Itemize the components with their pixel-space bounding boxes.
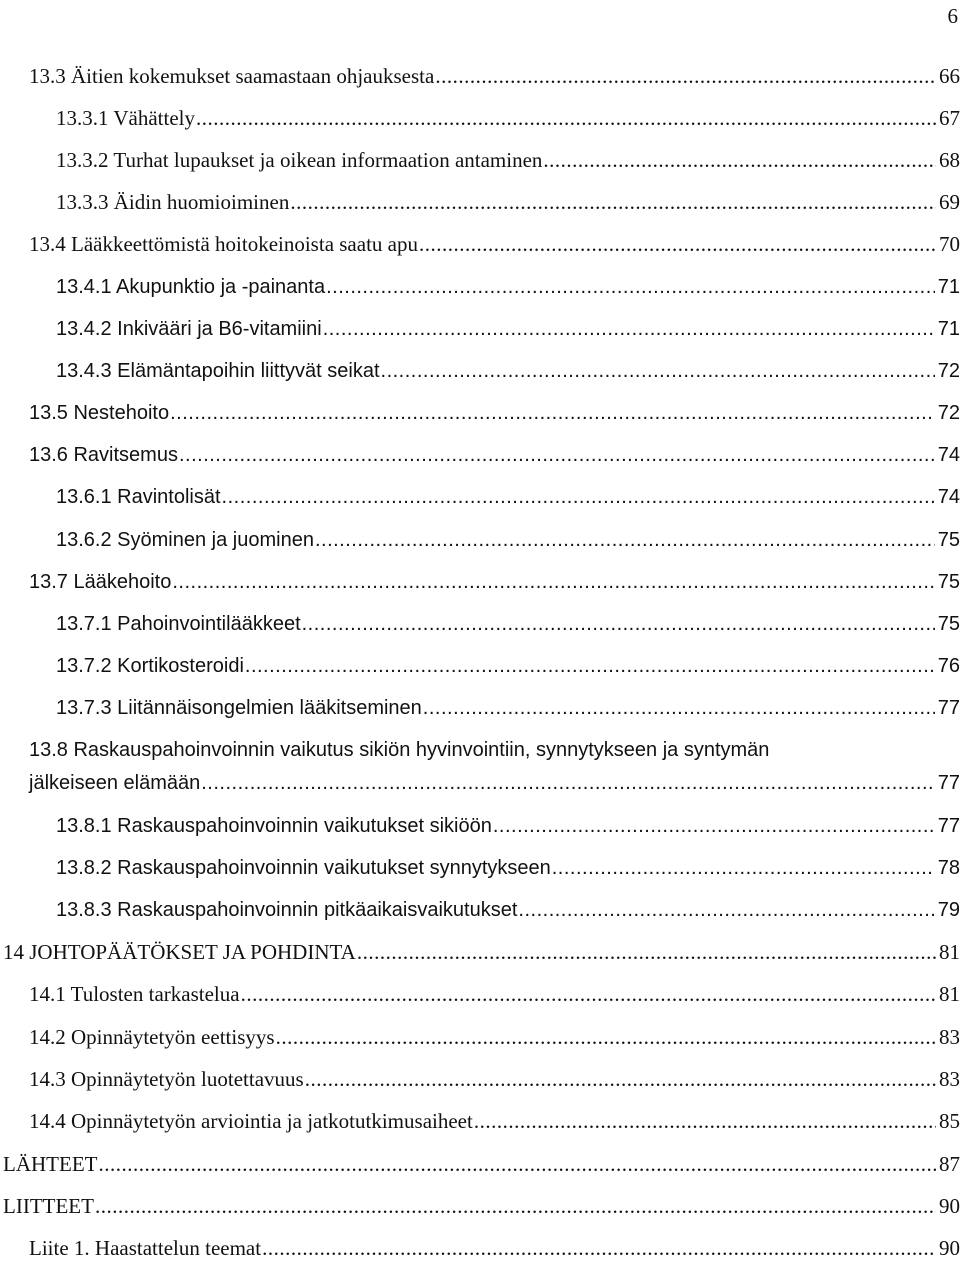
toc-entry-page: 87: [939, 1152, 960, 1176]
toc-entry-page: 72: [937, 360, 960, 382]
toc-entry-page: 75: [937, 529, 960, 551]
dot-leader: [474, 1109, 936, 1133]
toc-entry-page: 77: [937, 772, 960, 794]
toc-entry-page: 67: [939, 106, 960, 130]
toc-entry-page: 85: [939, 1109, 960, 1133]
toc-entry-page: 69: [939, 190, 960, 214]
dot-leader: [315, 528, 935, 552]
toc-entry[interactable]: [56, 814, 960, 838]
toc-entry-label: LIITTEET: [3, 1194, 94, 1218]
toc-entry-page: 78: [937, 857, 960, 879]
toc-entry-page: 72: [937, 402, 960, 424]
toc-entry-label: LÄHTEET: [3, 1152, 98, 1176]
toc-entry[interactable]: [3, 1194, 960, 1218]
toc-entry-label: 13.6 Ravitsemus: [29, 444, 178, 466]
toc-entry-label: 13.7.2 Kortikosteroidi: [56, 655, 244, 677]
toc-entry[interactable]: [56, 612, 960, 636]
toc-entry[interactable]: [56, 898, 960, 922]
toc-entry-page: 70: [939, 232, 960, 256]
toc-entry[interactable]: [56, 190, 960, 214]
toc-entry-label: 13.4 Lääkkeettömistä hoitokeinoista saatu apu: [29, 232, 418, 256]
toc-entry-label: 13.6.2 Syöminen ja juominen: [56, 529, 314, 551]
toc-entry[interactable]: [56, 856, 960, 880]
dot-leader: [357, 940, 936, 964]
dot-leader: [201, 771, 935, 795]
toc-entry-label: 13.3.3 Äidin huomioiminen: [56, 190, 290, 214]
toc-entry-page: 90: [939, 1194, 960, 1218]
toc-entry-page: 66: [939, 64, 960, 88]
toc-entry-heading-line[interactable]: 13.8 Raskauspahoinvoinnin vaikutus sikiön hyvinvointiin, synnytykseen ja syntymän: [29, 739, 770, 761]
toc-entry-label: 14.3 Opinnäytetyön luotettavuus: [29, 1067, 304, 1091]
toc-entry[interactable]: [56, 359, 960, 383]
toc-entry-label: 13.4.1 Akupunktio ja -painanta: [56, 276, 326, 298]
toc-entry-page: 74: [937, 444, 960, 466]
toc-entry-page: 68: [939, 148, 960, 172]
toc-entry[interactable]: [29, 1109, 960, 1133]
toc-entry[interactable]: [29, 1025, 960, 1049]
dot-leader: [196, 106, 936, 130]
toc-entry-page: 75: [937, 613, 960, 635]
toc-entry[interactable]: [56, 485, 960, 509]
toc-entry-label: 13.8.2 Raskauspahoinvoinnin vaikutukset synnytykseen: [56, 857, 551, 879]
toc-entry-label: 13.7.3 Liitännäisongelmien lääkitseminen: [56, 697, 422, 719]
dot-leader: [179, 443, 935, 467]
toc-entry-label: 14.4 Opinnäytetyön arviointia ja jatkotutkimusaiheet: [29, 1109, 473, 1133]
toc-entry-label: 13.5 Nestehoito: [29, 402, 170, 424]
toc-entry[interactable]: [29, 982, 960, 1006]
dot-leader: [172, 570, 934, 594]
toc-entry[interactable]: [56, 275, 960, 299]
dot-leader: [170, 401, 935, 425]
toc-entry[interactable]: [56, 317, 960, 341]
dot-leader: [493, 814, 935, 838]
page-number: 6: [947, 4, 958, 28]
toc-entry-page: 76: [937, 655, 960, 677]
dot-leader: [552, 856, 935, 880]
dot-leader: [419, 232, 936, 256]
toc-entry[interactable]: [29, 1067, 960, 1091]
toc-entry-page: 77: [937, 815, 960, 837]
toc-entry-page: 79: [937, 899, 960, 921]
dot-leader: [290, 190, 936, 214]
dot-leader: [326, 275, 935, 299]
toc-entry-label: 13.4.2 Inkivääri ja B6-vitamiini: [56, 318, 322, 340]
toc-entry-page: 71: [937, 276, 960, 298]
toc-entry-page: 83: [939, 1025, 960, 1049]
dot-leader: [381, 359, 935, 383]
toc-entry-page: 75: [937, 571, 960, 593]
toc-entry[interactable]: [29, 570, 960, 594]
toc-entry-label: 14 JOHTOPÄÄTÖKSET JA POHDINTA: [3, 940, 356, 964]
toc-entry-page: 90: [939, 1236, 960, 1260]
toc-entry-label: 13.4.3 Elämäntapoihin liittyvät seikat: [56, 360, 380, 382]
dot-leader: [95, 1194, 936, 1218]
toc-entry[interactable]: [56, 696, 960, 720]
toc-entry-label: 13.8.3 Raskauspahoinvoinnin pitkäaikaisvaikutukset: [56, 899, 518, 921]
toc-entry[interactable]: [3, 1152, 960, 1176]
toc-entry[interactable]: [56, 654, 960, 678]
toc-entry-page: 74: [937, 486, 960, 508]
toc-entry[interactable]: [29, 64, 960, 88]
toc-entry-label: 13.7.1 Pahoinvointilääkkeet: [56, 613, 301, 635]
dot-leader: [222, 485, 935, 509]
toc-entry-label: 13.8.1 Raskauspahoinvoinnin vaikutukset sikiöön: [56, 815, 492, 837]
toc-entry-label: 13.7 Lääkehoito: [29, 571, 172, 593]
dot-leader: [323, 317, 935, 341]
toc-entry[interactable]: [29, 443, 960, 467]
toc-entry-label: 13.3 Äitien kokemukset saamastaan ohjauksesta: [29, 64, 435, 88]
toc-entry-label: 13.3.1 Vähättely: [56, 106, 196, 130]
toc-entry-label: Liite 1. Haastattelun teemat: [29, 1236, 262, 1260]
toc-entry-label: 14.1 Tulosten tarkastelua: [29, 982, 240, 1006]
toc-entry[interactable]: [29, 401, 960, 425]
dot-leader: [423, 696, 935, 720]
dot-leader: [245, 654, 935, 678]
toc-entry[interactable]: [56, 528, 960, 552]
toc-entry[interactable]: [29, 771, 960, 795]
dot-leader: [543, 148, 936, 172]
toc-entry-label: 13.6.1 Ravintolisät: [56, 486, 221, 508]
dot-leader: [302, 612, 935, 636]
toc-entry[interactable]: [3, 940, 960, 964]
dot-leader: [518, 898, 934, 922]
toc-entry[interactable]: [29, 1236, 960, 1260]
toc-entry-label: 14.2 Opinnäytetyön eettisyys: [29, 1025, 275, 1049]
toc-entry[interactable]: [56, 106, 960, 130]
dot-leader: [305, 1067, 936, 1091]
toc-entry-label: 13.3.2 Turhat lupaukset ja oikean informaation antaminen: [56, 148, 543, 172]
dot-leader: [241, 982, 936, 1006]
dot-leader: [276, 1025, 936, 1049]
toc-entry[interactable]: [29, 232, 960, 256]
toc-entry-page: 71: [937, 318, 960, 340]
toc-entry-page: 81: [939, 940, 960, 964]
toc-entry-label: jälkeiseen elämään: [29, 772, 201, 794]
dot-leader: [262, 1236, 936, 1260]
toc-entry[interactable]: [56, 148, 960, 172]
toc-entry-page: 77: [937, 697, 960, 719]
dot-leader: [435, 64, 936, 88]
toc-entry-page: 83: [939, 1067, 960, 1091]
toc-entry-page: 81: [939, 982, 960, 1006]
dot-leader: [98, 1152, 936, 1176]
